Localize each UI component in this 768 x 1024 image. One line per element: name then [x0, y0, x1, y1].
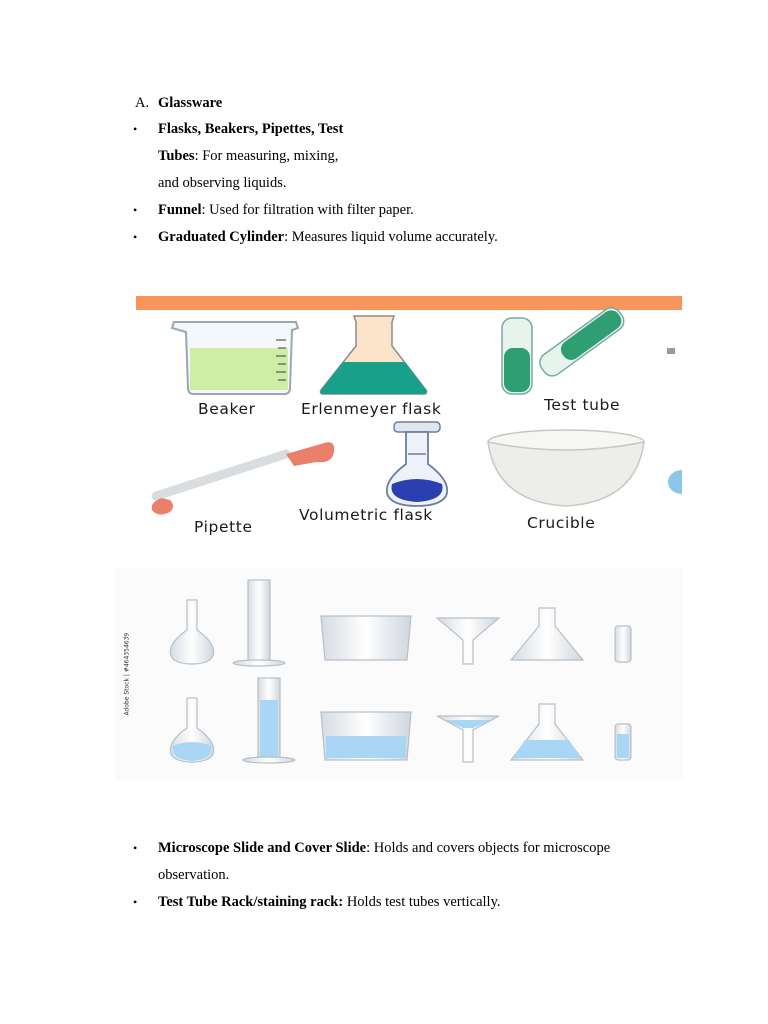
bullet-symbol: • [133, 203, 138, 217]
bullet-4-line-2: observation. [158, 867, 230, 883]
beaker-icon [172, 322, 298, 394]
erlenmeyer-flask-icon [320, 316, 426, 394]
label-beaker: Beaker [198, 400, 256, 418]
bullet-1-line-3: and observing liquids. [158, 175, 287, 191]
empty-glassware-row [170, 580, 631, 666]
bullet-5-test-tube-rack: Test Tube Rack/staining rack: Holds test tubes vertically. [158, 894, 501, 910]
glassware-labelled-illustration [136, 296, 682, 540]
stock-credit: Adobe Stock | #464354639 [123, 632, 131, 716]
test-tube-icon [502, 304, 675, 394]
volumetric-flask-icon [387, 422, 447, 506]
section-marker: A. [135, 95, 150, 111]
glassware-drawings [136, 296, 682, 540]
bullet-symbol: • [133, 122, 138, 136]
bullet-symbol: • [133, 841, 138, 855]
bullet-1-line-2: Tubes: For measuring, mixing, [158, 148, 339, 164]
bullet-symbol: • [133, 895, 138, 909]
crucible-icon [488, 430, 682, 506]
label-volumetric-flask: Volumetric flask [299, 506, 433, 524]
glassware-photos [115, 568, 683, 780]
bullet-3-graduated-cylinder: Graduated Cylinder: Measures liquid volume accurately. [158, 229, 498, 245]
glassware-photo-grid [115, 568, 683, 780]
section-title: Glassware [158, 95, 223, 111]
label-test-tube: Test tube [544, 396, 621, 414]
label-crucible: Crucible [527, 514, 596, 532]
bullet-4-microscope-slide: Microscope Slide and Cover Slide: Holds and covers objects for microscope [158, 840, 611, 856]
bullet-1-term: Flasks, Beakers, Pipettes, Test [158, 121, 344, 137]
pipette-icon [152, 442, 335, 514]
bullet-2-funnel: Funnel: Used for filtration with filter paper. [158, 202, 414, 218]
label-pipette: Pipette [194, 518, 253, 536]
label-erlenmeyer-flask: Erlenmeyer flask [301, 400, 442, 418]
filled-glassware-row [170, 678, 631, 763]
bullet-symbol: • [133, 230, 138, 244]
